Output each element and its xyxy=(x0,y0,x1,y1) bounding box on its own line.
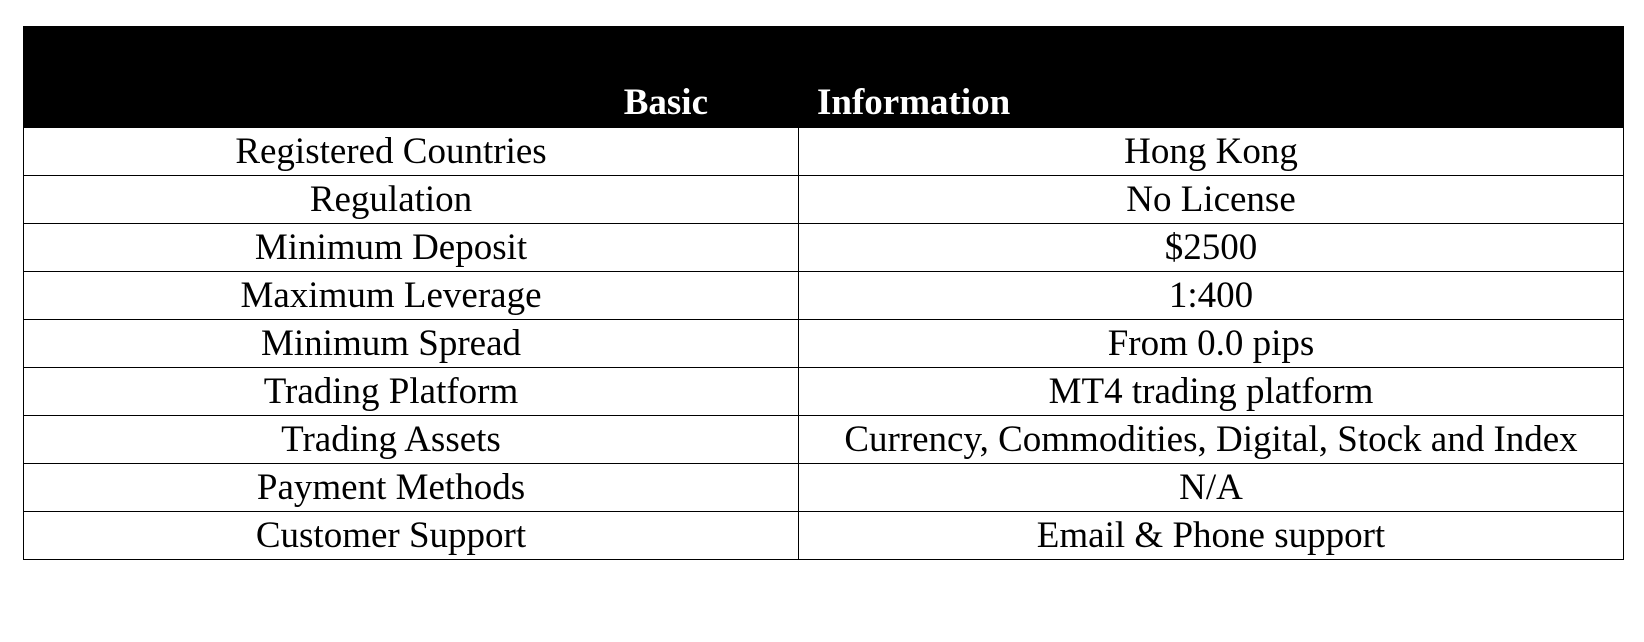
table-row xyxy=(24,128,1624,176)
row-label-registered-countries: Registered Countries xyxy=(24,128,799,176)
row-value-minimum-spread: From 0.0 pips xyxy=(799,320,1624,368)
row-value-trading-platform: MT4 trading platform xyxy=(799,368,1624,416)
header-information: Information xyxy=(799,27,1624,128)
table-body xyxy=(24,128,1624,560)
row-value-maximum-leverage: 1:400 xyxy=(799,272,1624,320)
table-row xyxy=(24,416,1624,464)
row-value-registered-countries: Hong Kong xyxy=(799,128,1624,176)
row-value-customer-support: Email & Phone support xyxy=(799,512,1624,560)
header-row xyxy=(24,27,1624,128)
row-label-trading-platform: Trading Platform xyxy=(24,368,799,416)
row-label-maximum-leverage: Maximum Leverage xyxy=(24,272,799,320)
row-label-customer-support: Customer Support xyxy=(24,512,799,560)
table-row xyxy=(24,464,1624,512)
row-label-regulation: Regulation xyxy=(24,176,799,224)
row-value-minimum-deposit: $2500 xyxy=(799,224,1624,272)
header-basic: Basic xyxy=(24,27,799,128)
table-row xyxy=(24,368,1624,416)
basic-information-table xyxy=(23,26,1624,560)
row-value-trading-assets: Currency, Commodities, Digital, Stock and Index xyxy=(799,416,1624,464)
table-row xyxy=(24,224,1624,272)
row-label-payment-methods: Payment Methods xyxy=(24,464,799,512)
row-label-minimum-deposit: Minimum Deposit xyxy=(24,224,799,272)
table-row xyxy=(24,512,1624,560)
table-row xyxy=(24,176,1624,224)
row-label-minimum-spread: Minimum Spread xyxy=(24,320,799,368)
table-row xyxy=(24,272,1624,320)
row-label-trading-assets: Trading Assets xyxy=(24,416,799,464)
row-value-payment-methods: N/A xyxy=(799,464,1624,512)
row-value-regulation: No License xyxy=(799,176,1624,224)
table-header xyxy=(24,27,1624,128)
table-row xyxy=(24,320,1624,368)
